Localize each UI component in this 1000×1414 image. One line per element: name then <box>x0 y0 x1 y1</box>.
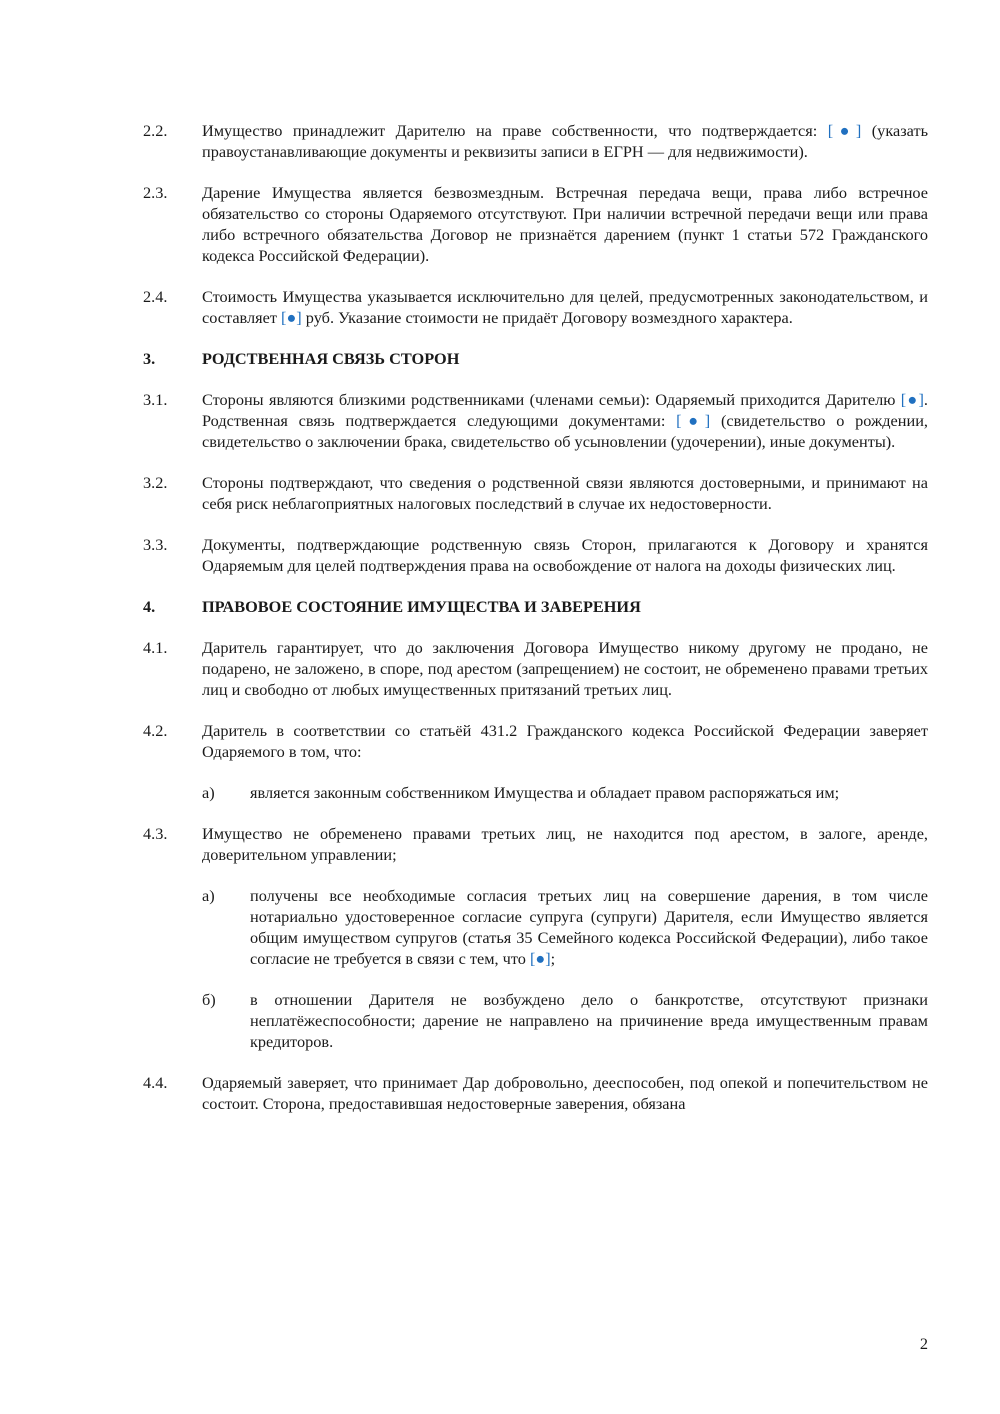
clause-text: Даритель гарантирует, что до заключения Договора Имущество никому другому не продано, не подарено, не заложено, в споре, под арестом (запрещением) не состоит, не обременено правами третьих лиц и свободно от любых имущественных притязаний третьих лиц. <box>202 638 928 699</box>
clause-4-4 <box>143 1072 928 1114</box>
clause-text: Документы, подтверждающие родственную связь Сторон, прилагаются к Договору и хранятся Одаряемым для целей подтверждения права на освобождение от налога на доходы физических лиц. <box>202 535 928 575</box>
clause-text: Стоимость Имущества указывается исключительно для целей, предусмотренных законодательством, и составляет [●] руб. Указание стоимости не придаёт Договору возмездного характера. <box>202 287 928 327</box>
clause-text: Одаряемый заверяет, что принимает Дар добровольно, дееспособен, под опекой и попечительством не состоит. Сторона, предоставившая недостоверные заверения, обязана <box>202 1073 928 1113</box>
clause-4-3 <box>143 823 928 865</box>
clause-number: 4.4. <box>143 1073 168 1092</box>
clause-3-1 <box>143 389 928 452</box>
placeholder-marker: [●] <box>900 390 924 409</box>
clause-number: 4.2. <box>143 721 168 740</box>
clause-number: 3.3. <box>143 535 168 554</box>
clause-text: Стороны подтверждают, что сведения о родственной связи являются достоверными, и принимают на себя риск неблагоприятных налоговых последствий в случае их недостоверности. <box>202 473 928 513</box>
section-title: РОДСТВЕННАЯ СВЯЗЬ СТОРОН <box>202 349 460 368</box>
clause-number: 4.3. <box>143 824 168 843</box>
subclause-text: является законным собственником Имущества и обладает правом распоряжаться им; <box>250 783 840 802</box>
placeholder-marker: [●] <box>676 411 711 430</box>
clause-3-2 <box>143 472 928 514</box>
subclause-text: получены все необходимые согласия третьих лиц на совершение дарения, в том числе нотариально удостоверенное согласие супруга (супруги) Дарителя, если Имущество является общим имуществом супругов (статья 35 Семейного кодекса Российской Федерации), либо такое согласие не требуется в связи с тем, что [●]; <box>250 886 928 968</box>
document-body <box>143 120 928 1134</box>
section-number: 4. <box>143 597 156 616</box>
subclause-letter: б) <box>202 990 216 1009</box>
section-title: ПРАВОВОЕ СОСТОЯНИЕ ИМУЩЕСТВА И ЗАВЕРЕНИЯ <box>202 597 641 616</box>
section-heading-4 <box>143 596 928 617</box>
placeholder-marker: [●] <box>529 949 551 968</box>
placeholder-marker: [●] <box>281 308 302 327</box>
clause-2-2 <box>143 120 928 162</box>
clause-number: 2.3. <box>143 183 168 202</box>
clause-number: 3.1. <box>143 390 168 409</box>
clause-number: 3.2. <box>143 473 168 492</box>
subclause-text: в отношении Дарителя не возбуждено дело о банкротстве, отсутствуют признаки неплатёжеспособности; дарение не направлено на причинение вреда имущественным правам кредиторов. <box>250 990 928 1051</box>
clause-number: 4.1. <box>143 638 168 657</box>
subclause-4-3-b <box>202 989 928 1052</box>
clause-number: 2.2. <box>143 121 168 140</box>
clause-2-4 <box>143 286 928 328</box>
clause-text: Даритель в соответствии со статьёй 431.2 Гражданского кодекса Российской Федерации заверяет Одаряемого в том, что: <box>202 721 928 761</box>
subclause-letter: а) <box>202 783 215 802</box>
clause-3-3 <box>143 534 928 576</box>
clause-text: Имущество принадлежит Дарителю на праве собственности, что подтверждается: [●] (указать правоустанавливающие документы и реквизиты записи в ЕГРН — для недвижимости). <box>202 121 928 161</box>
clause-text: Стороны являются близкими родственниками (членами семьи): Одаряемый приходится Дарителю [●]. Родственная связь подтверждается следующими документами: [●] (свидетельство о рождении, свидетельство о заключении брака, свидетельство об усыновлении (удочерении), иные документы). <box>202 390 928 451</box>
clause-4-2 <box>143 720 928 762</box>
subclause-4-2-a <box>202 782 928 803</box>
page-number: 2 <box>919 1334 928 1353</box>
section-heading-3 <box>143 348 928 369</box>
clause-2-3 <box>143 182 928 266</box>
clause-4-1 <box>143 637 928 700</box>
clause-text: Имущество не обременено правами третьих лиц, не находится под арестом, в залоге, аренде, доверительном управлении; <box>202 824 928 864</box>
placeholder-marker: [●] <box>827 121 862 140</box>
clause-number: 2.4. <box>143 287 168 306</box>
subclause-letter: а) <box>202 886 215 905</box>
section-number: 3. <box>143 349 156 368</box>
subclause-4-3-a <box>202 885 928 969</box>
clause-text: Дарение Имущества является безвозмездным. Встречная передача вещи, права либо встречное обязательство со стороны Одаряемого отсутствуют. При наличии встречной передачи вещи или права либо встречного обязательства Договор не признаётся дарением (пункт 1 статьи 572 Гражданского кодекса Российской Федерации). <box>202 183 928 265</box>
